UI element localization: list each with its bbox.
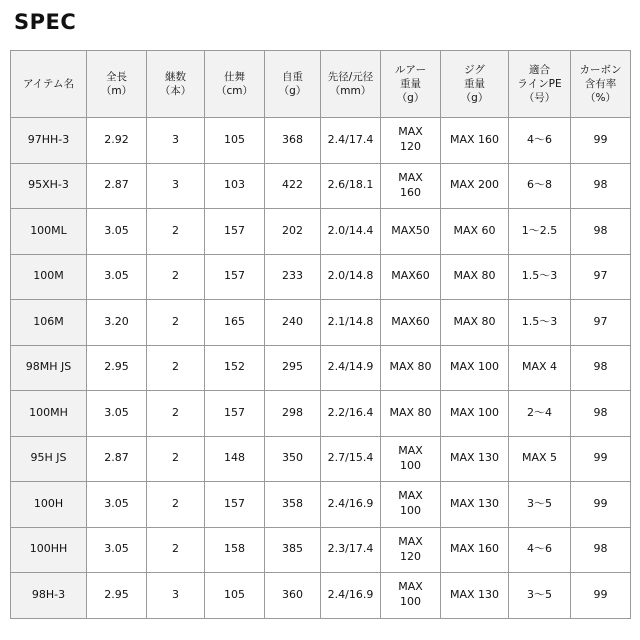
header-carbon-content [571,51,631,118]
cell-line: 2.1/14.8 [327,314,374,328]
table-row [11,118,631,164]
cell-line: 1〜2.5 [521,223,558,237]
cell-line: 98MH JS [25,360,72,374]
cell-line: 2 [172,314,179,328]
cell-lure-weight [381,482,441,528]
cell-line: 2 [172,451,179,465]
cell-carbon-content [571,300,631,346]
cell-pieces [147,345,205,391]
cell-line: MAX60 [391,269,430,283]
cell-length [87,573,147,619]
cell-carbon-content [571,163,631,209]
cell-lure-weight [381,391,441,437]
cell-line: MAX [398,534,423,548]
header-item-name [11,51,87,118]
cell-line: 298 [282,405,303,419]
cell-line: 適合 [529,63,550,76]
cell-line: 2〜4 [527,405,552,419]
cell-line: 2.95 [104,587,129,601]
cell-pieces [147,300,205,346]
cell-line: MAX 100 [449,405,500,419]
cell-line: MAX [398,170,423,184]
cell-line: MAX 130 [449,587,500,601]
cell-line: 99 [593,451,608,465]
cell-closed-length [205,482,265,528]
cell-line: ルアー [394,63,427,76]
cell-pieces [147,391,205,437]
cell-line: 3.05 [104,223,129,237]
cell-carbon-content [571,118,631,164]
cell-weight [265,345,321,391]
cell-lure-weight [381,527,441,573]
cell-length [87,118,147,164]
page-title: SPEC [14,10,77,34]
cell-carbon-content [571,254,631,300]
cell-line: アイテム名 [22,77,75,90]
cell-line: MAX [398,125,423,139]
cell-closed-length [205,391,265,437]
cell-line: 1.5〜3 [521,314,558,328]
cell-line: MAX 80 [389,405,432,419]
cell-weight [265,209,321,255]
cell-pieces [147,163,205,209]
cell-pieces [147,209,205,255]
cell-line: 2 [172,269,179,283]
table-row [11,482,631,528]
cell-line: 100 [400,595,421,609]
table-row [11,209,631,255]
cell-line: 385 [282,542,303,556]
cell-line: MAX [398,580,423,594]
cell-closed-length [205,345,265,391]
cell-line: 157 [224,496,245,510]
cell-tip-butt-diameter [321,391,381,437]
cell-line: 2.4/17.4 [327,132,374,146]
cell-line: 2 [172,542,179,556]
cell-weight [265,391,321,437]
cell-lure-weight [381,118,441,164]
cell-weight [265,254,321,300]
cell-line: 240 [282,314,303,328]
cell-pieces [147,527,205,573]
spec-table-body [11,118,631,619]
cell-line: 2.6/18.1 [327,178,374,192]
cell-line: 3.05 [104,542,129,556]
cell-line: 98 [593,542,608,556]
cell-line: 3.05 [104,405,129,419]
cell-line: 4〜6 [527,542,552,556]
cell-line: 105 [224,132,245,146]
header-line-pe [509,51,571,118]
cell-line: 2.0/14.8 [327,269,374,283]
cell-line: MAX 5 [521,451,558,465]
header-weight [265,51,321,118]
cell-tip-butt-diameter [321,436,381,482]
cell-lure-weight [381,254,441,300]
cell-line: MAX 100 [449,360,500,374]
cell-line: 160 [400,185,421,199]
cell-line: 2.3/17.4 [327,542,374,556]
cell-line: 152 [224,360,245,374]
cell-carbon-content [571,391,631,437]
cell-tip-butt-diameter [321,118,381,164]
cell-line: 100 [400,504,421,518]
cell-weight [265,300,321,346]
cell-line: 95XH-3 [28,178,69,192]
cell-item-name [11,254,87,300]
cell-line: 2 [172,223,179,237]
cell-pieces [147,573,205,619]
cell-line: MAX 60 [453,223,496,237]
cell-closed-length [205,436,265,482]
cell-line: MAX 4 [521,360,558,374]
cell-lure-weight [381,436,441,482]
cell-line: 360 [282,587,303,601]
cell-line: 2.7/15.4 [327,451,374,465]
cell-jig-weight [441,482,509,528]
cell-length [87,436,147,482]
cell-lure-weight [381,345,441,391]
cell-lure-weight [381,209,441,255]
cell-item-name [11,436,87,482]
cell-line: MAX 80 [389,360,432,374]
cell-line-pe [509,482,571,528]
cell-line: 2.87 [104,451,129,465]
table-row [11,436,631,482]
cell-line: 157 [224,405,245,419]
cell-line: 3.20 [104,314,129,328]
cell-line-pe [509,527,571,573]
cell-line: 6〜8 [527,178,552,192]
cell-line: （m） [100,85,133,97]
cell-length [87,209,147,255]
cell-line-pe [509,436,571,482]
cell-line: 95H JS [30,451,67,465]
cell-line: 98 [593,360,608,374]
cell-line: 4〜6 [527,132,552,146]
cell-length [87,345,147,391]
cell-weight [265,527,321,573]
cell-line: 98H-3 [31,587,66,601]
cell-line: 2.0/14.4 [327,223,374,237]
cell-jig-weight [441,527,509,573]
cell-carbon-content [571,345,631,391]
cell-item-name [11,482,87,528]
cell-line: 2.95 [104,360,129,374]
cell-line: （本） [159,85,192,97]
cell-line-pe [509,300,571,346]
cell-line: 358 [282,496,303,510]
cell-line: 3 [172,132,179,146]
cell-line: 350 [282,451,303,465]
cell-closed-length [205,209,265,255]
header-tip-butt-diameter [321,51,381,118]
cell-line: MAX60 [391,314,430,328]
cell-carbon-content [571,436,631,482]
cell-line: 2.4/16.9 [327,496,374,510]
cell-tip-butt-diameter [321,209,381,255]
cell-line: MAX 130 [449,451,500,465]
cell-line: （cm） [215,85,253,97]
cell-jig-weight [441,345,509,391]
cell-line: 重量 [464,77,485,90]
cell-line: （mm） [329,85,372,97]
cell-tip-butt-diameter [321,163,381,209]
cell-tip-butt-diameter [321,527,381,573]
cell-item-name [11,163,87,209]
cell-pieces [147,436,205,482]
cell-line: 100HH [29,542,68,556]
header-lure-weight [381,51,441,118]
cell-jig-weight [441,163,509,209]
cell-line: MAX 160 [449,542,500,556]
cell-line: MAX 80 [453,314,496,328]
cell-closed-length [205,300,265,346]
cell-line: 100 [400,458,421,472]
cell-closed-length [205,573,265,619]
cell-line: 100ML [30,223,67,237]
cell-line: ラインPE [517,77,562,90]
cell-line: 157 [224,223,245,237]
cell-line: 2.4/14.9 [327,360,374,374]
cell-line: 3〜5 [527,587,552,601]
cell-tip-butt-diameter [321,573,381,619]
cell-line: カーボン [579,63,622,76]
cell-line-pe [509,118,571,164]
cell-line: 202 [282,223,303,237]
cell-line: 100H [33,496,64,510]
cell-line: 97 [593,269,608,283]
cell-line: 2 [172,360,179,374]
cell-line-pe [509,209,571,255]
cell-line: （号） [523,92,556,105]
cell-weight [265,118,321,164]
header-length [87,51,147,118]
cell-closed-length [205,163,265,209]
cell-line: 2.92 [104,132,129,146]
cell-line: 103 [224,178,245,192]
cell-line: 全長 [106,70,127,83]
cell-jig-weight [441,254,509,300]
cell-line: 3.05 [104,269,129,283]
cell-item-name [11,527,87,573]
cell-line: 158 [224,542,245,556]
cell-line: 2.4/16.9 [327,587,374,601]
cell-line: 2.2/16.4 [327,405,374,419]
cell-line: 422 [282,178,303,192]
table-row [11,300,631,346]
cell-pieces [147,254,205,300]
cell-length [87,391,147,437]
cell-line: 120 [400,140,421,154]
cell-item-name [11,209,87,255]
cell-line: 100M [33,269,64,283]
cell-line: （g） [460,92,489,105]
cell-weight [265,163,321,209]
cell-line: MAX50 [391,223,430,237]
cell-line: 157 [224,269,245,283]
cell-closed-length [205,527,265,573]
cell-line-pe [509,345,571,391]
cell-carbon-content [571,209,631,255]
cell-line: 2.87 [104,178,129,192]
cell-weight [265,573,321,619]
cell-line: 97 [593,314,608,328]
cell-line: 3 [172,178,179,192]
cell-line-pe [509,163,571,209]
cell-line-pe [509,573,571,619]
cell-line: 3 [172,587,179,601]
cell-item-name [11,300,87,346]
cell-line: 2 [172,405,179,419]
cell-jig-weight [441,209,509,255]
spec-table [10,50,631,619]
cell-carbon-content [571,527,631,573]
cell-line: 368 [282,132,303,146]
cell-line-pe [509,391,571,437]
header-jig-weight [441,51,509,118]
cell-length [87,163,147,209]
header-row [11,51,631,118]
cell-carbon-content [571,482,631,528]
cell-line: ジグ [464,63,485,76]
table-row [11,573,631,619]
cell-jig-weight [441,391,509,437]
cell-lure-weight [381,300,441,346]
cell-line: 3.05 [104,496,129,510]
cell-carbon-content [571,573,631,619]
cell-tip-butt-diameter [321,482,381,528]
cell-line: 99 [593,587,608,601]
cell-pieces [147,482,205,528]
cell-closed-length [205,254,265,300]
cell-line: 120 [400,549,421,563]
cell-length [87,300,147,346]
cell-line: 105 [224,587,245,601]
cell-line: 100MH [29,405,68,419]
cell-lure-weight [381,163,441,209]
cell-jig-weight [441,573,509,619]
cell-line: 233 [282,269,303,283]
table-row [11,254,631,300]
cell-weight [265,482,321,528]
cell-line: 106M [33,314,64,328]
cell-tip-butt-diameter [321,254,381,300]
table-row [11,527,631,573]
cell-tip-butt-diameter [321,300,381,346]
cell-line: 2 [172,496,179,510]
table-row [11,345,631,391]
cell-item-name [11,573,87,619]
cell-line: （g） [396,92,425,105]
cell-tip-butt-diameter [321,345,381,391]
cell-item-name [11,391,87,437]
cell-jig-weight [441,118,509,164]
cell-line: 98 [593,178,608,192]
cell-line: 3〜5 [527,496,552,510]
cell-jig-weight [441,436,509,482]
cell-line: 148 [224,451,245,465]
cell-line: 295 [282,360,303,374]
cell-line: MAX 130 [449,496,500,510]
cell-line: 99 [593,496,608,510]
cell-length [87,254,147,300]
cell-line: MAX [398,489,423,503]
cell-line: 1.5〜3 [521,269,558,283]
cell-line: MAX 80 [453,269,496,283]
header-closed-length [205,51,265,118]
cell-line: 98 [593,223,608,237]
cell-pieces [147,118,205,164]
cell-line: 仕舞 [224,70,245,83]
header-pieces [147,51,205,118]
cell-line: （%） [585,92,616,105]
cell-line: 98 [593,405,608,419]
cell-line: MAX 200 [449,178,500,192]
cell-lure-weight [381,573,441,619]
cell-line: 含有率 [584,77,617,90]
cell-line: 先径/元径 [327,70,374,83]
cell-line-pe [509,254,571,300]
table-row [11,391,631,437]
cell-line: （g） [278,85,307,97]
cell-closed-length [205,118,265,164]
cell-item-name [11,118,87,164]
cell-line: 99 [593,132,608,146]
cell-weight [265,436,321,482]
cell-length [87,527,147,573]
cell-line: 継数 [165,70,186,83]
cell-line: 97HH-3 [27,132,70,146]
cell-length [87,482,147,528]
table-row [11,163,631,209]
cell-line: 重量 [400,77,421,90]
cell-line: MAX [398,443,423,457]
cell-line: MAX 160 [449,132,500,146]
cell-item-name [11,345,87,391]
cell-jig-weight [441,300,509,346]
cell-line: 165 [224,314,245,328]
spec-table-header [11,51,631,118]
cell-line: 自重 [282,70,303,83]
